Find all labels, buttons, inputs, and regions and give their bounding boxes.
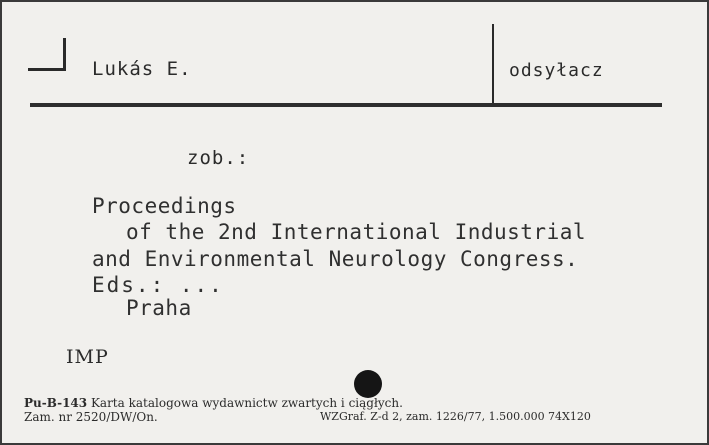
author-name: Lukás E. <box>92 58 192 80</box>
footer-order-number: Zam. nr 2520/DW/On. <box>24 410 158 424</box>
footer-line-1 <box>24 396 403 410</box>
punch-hole <box>354 370 382 398</box>
entry-type: odsyłacz <box>509 60 604 81</box>
corner-mark-vertical <box>63 38 66 70</box>
footer-printer-info: WZGraf. Z-d 2, zam. 1226/77, 1.500.000 74X120 <box>320 410 591 423</box>
catalog-code: IMP <box>66 346 109 368</box>
title-line-3: and Environmental Neurology Congress. <box>92 247 579 271</box>
header-rule <box>30 103 662 107</box>
title-line-5: Praha <box>126 296 192 320</box>
title-line-2: of the 2nd International Industrial <box>126 220 587 244</box>
footer-form-code: Pu-B-143 <box>24 396 88 410</box>
title-line-1: Proceedings <box>92 194 237 218</box>
header-divider <box>492 24 494 104</box>
see-reference-label: zob.: <box>187 147 250 169</box>
footer-form-description: Karta katalogowa wydawnictw zwartych i ciągłych. <box>90 396 403 410</box>
title-line-4: Eds.: ... <box>92 273 224 297</box>
corner-mark-horizontal <box>28 68 66 71</box>
